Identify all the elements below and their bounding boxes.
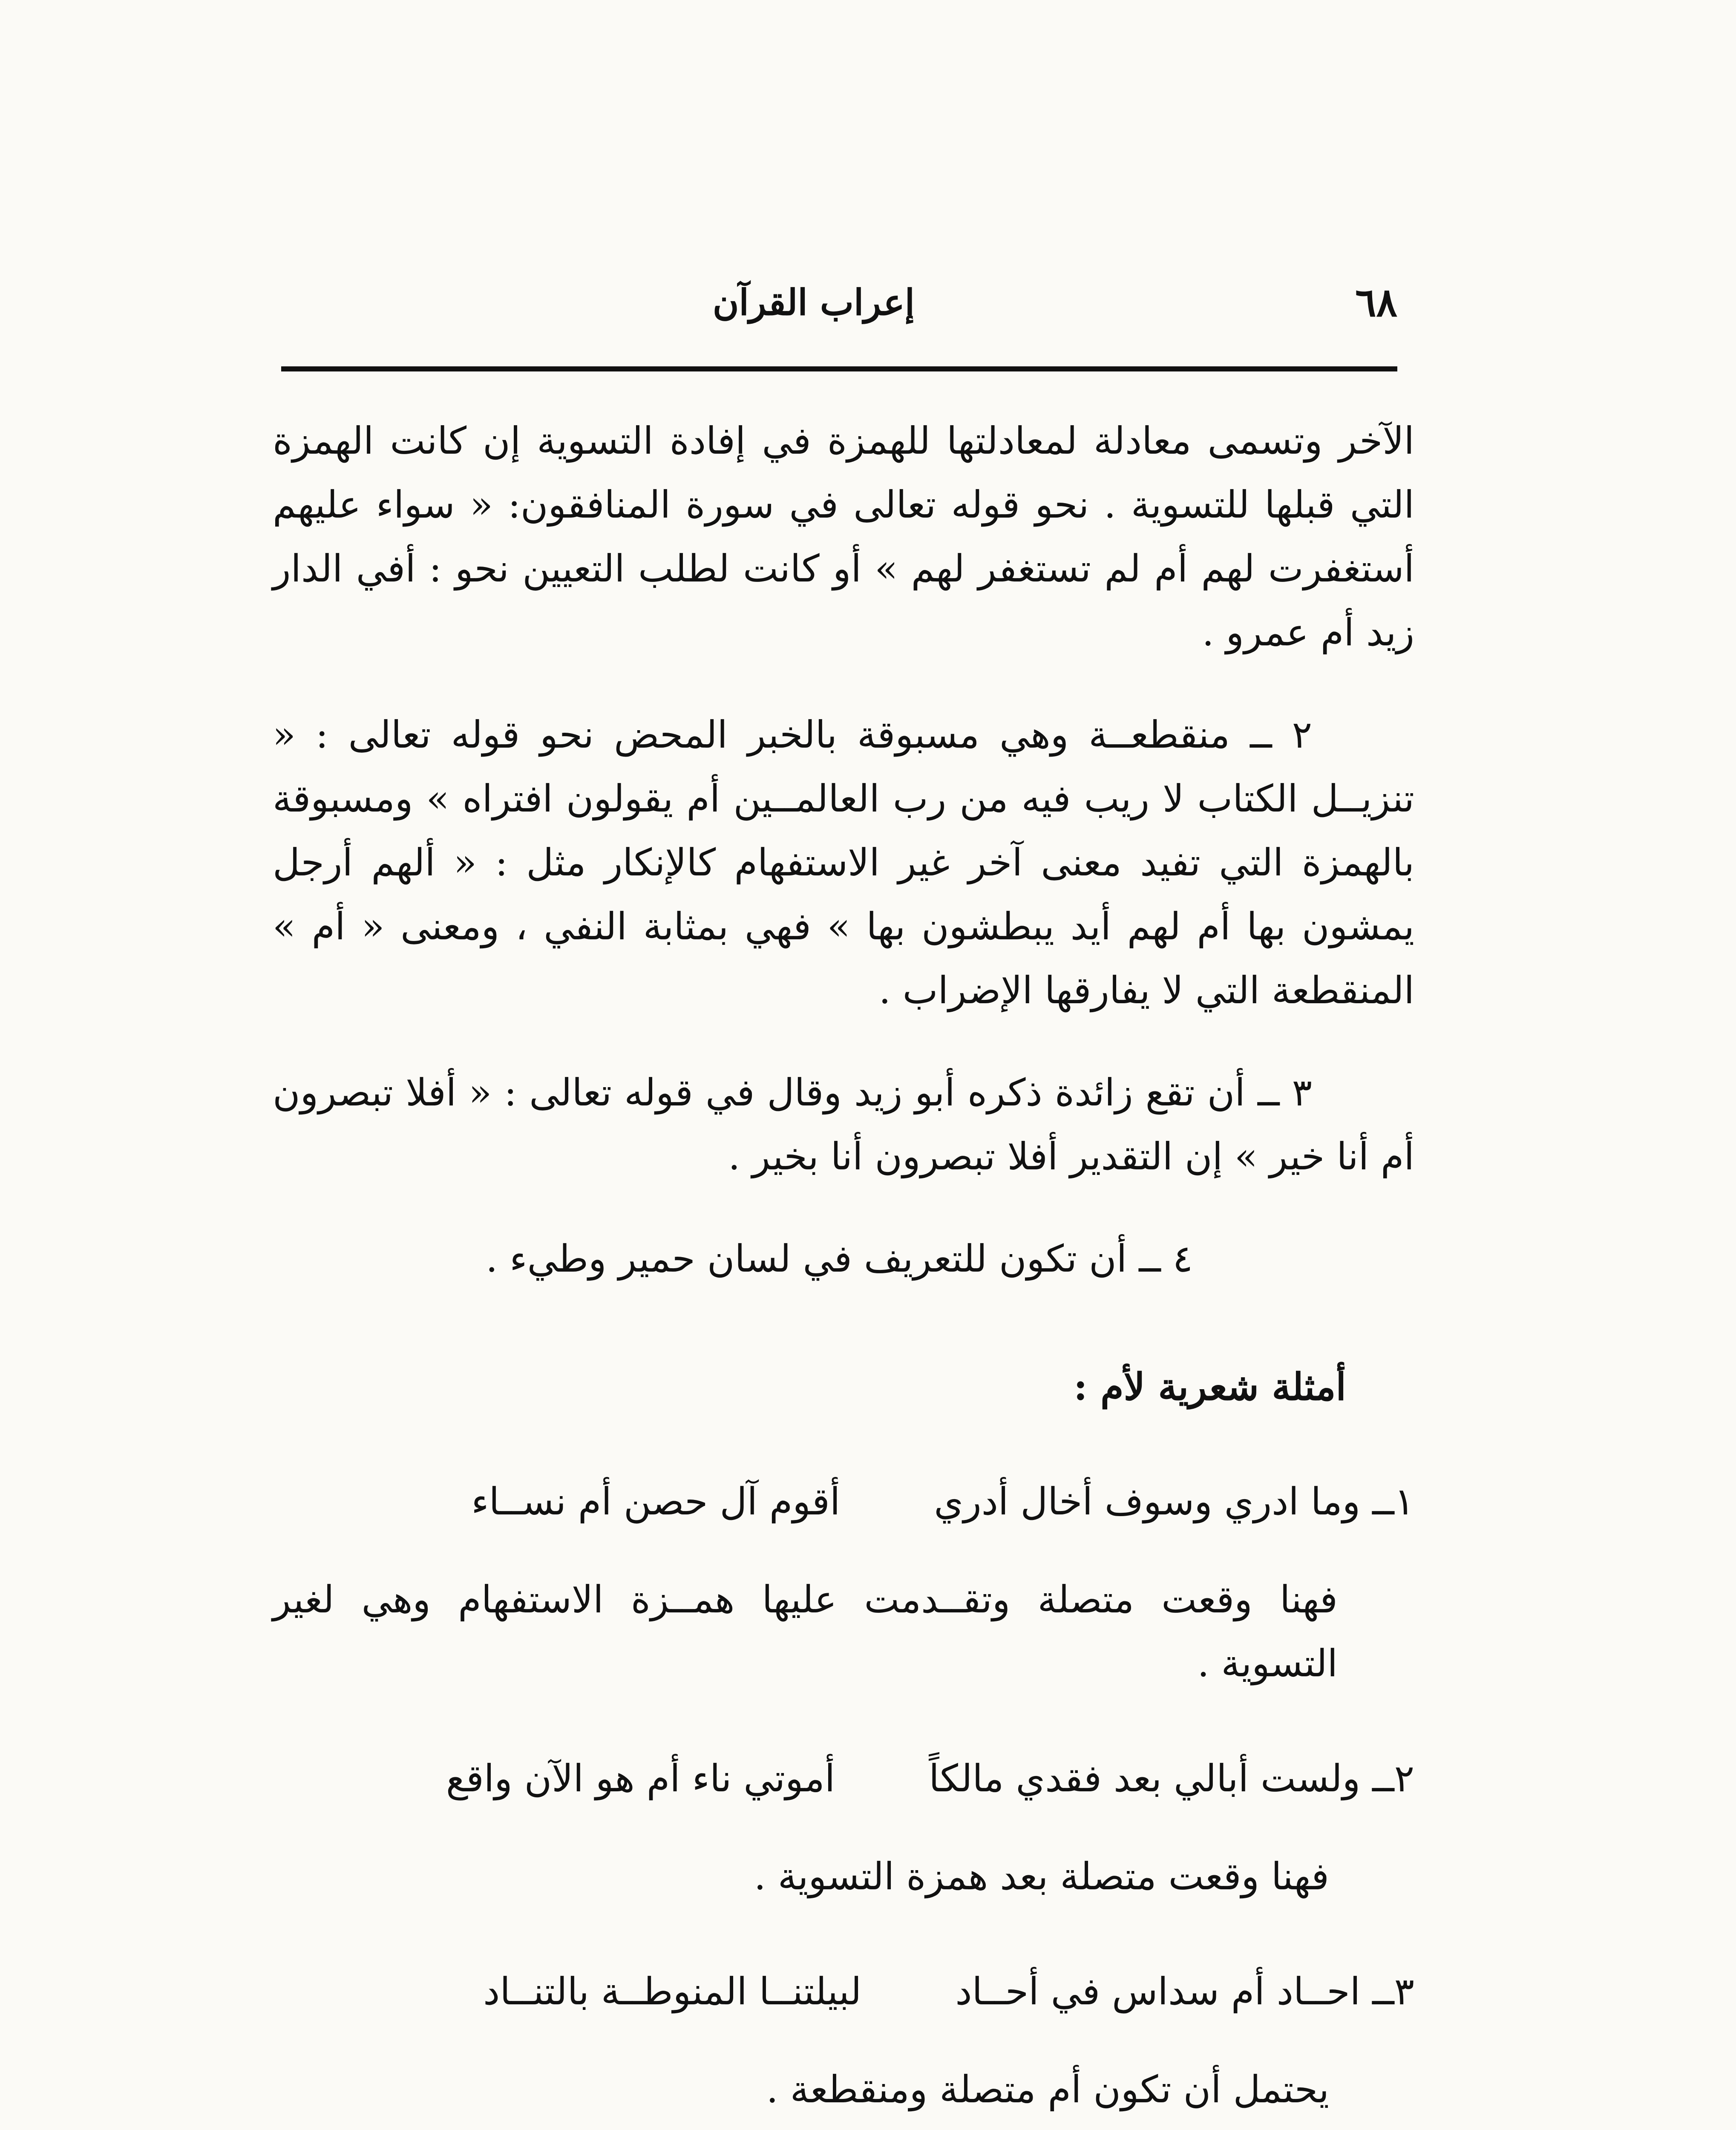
page-header bbox=[281, 273, 1397, 337]
paragraph-item-2: ٢ ــ منقطعــة وهي مسبوقة بالخبر المحض نحو قوله تعالى : « تنزيــل الكتاب لا ريب فيه من رب العالمــين أم يقولون افتراه » ومسبوقة بالهمزة التي تفيد معنى آخر غير الاستفهام كالإنكار مثل : « ألهم أرجل يمشون بها أم لهم أيد يبطشون بها » فهي بمثابة النفي ، ومعنى « أم » المنقطعة التي لا يفارقها الإضراب . bbox=[273, 713, 1415, 1012]
verse-1-comment: فهنا وقعت متصلة وتقــدمت عليها همــزة الاستفهام وهي لغير التسوية . bbox=[273, 1577, 1338, 1685]
verse-1-first-hemistich: ١ــ وما ادري وسوف أخال أدري bbox=[934, 1479, 1414, 1523]
paragraph-continuation: الآخر وتسمى معادلة لمعادلتها للهمزة في إفادة التسوية إن كانت الهمزة التي قبلها للتسوية . نحو قوله تعالى في سورة المنافقون: « سواء عليهم أستغفرت لهم أم لم تستغفر لهم » أو كانت لطلب التعيين نحو : أفي الدار زيد أم عمرو . bbox=[273, 419, 1414, 654]
verse-2-second-hemistich: أموتي ناء أم هو الآن واقع bbox=[446, 1756, 835, 1800]
verse-3-comment: يحتمل أن تكون أم متصلة ومنقطعة . bbox=[766, 2067, 1329, 2111]
header-rule bbox=[281, 366, 1397, 371]
poetry-heading: أمثلة شعرية لأم : bbox=[1074, 1364, 1346, 1409]
verse-3-first-hemistich: ٣ــ احــاد أم سداس في أحــاد bbox=[955, 1969, 1414, 2013]
verse-2-comment: فهنا وقعت متصلة بعد همزة التسوية . bbox=[754, 1854, 1329, 1898]
paragraph-item-4: ٤ ــ أن تكون للتعريف في لسان حمير وطيء . bbox=[486, 1237, 1193, 1281]
verse-1 bbox=[273, 1470, 1414, 1534]
page-body bbox=[273, 409, 1414, 2121]
verse-3-second-hemistich: لبيلتنــا المنوطــة بالتنــاد bbox=[483, 1969, 862, 2013]
verse-3 bbox=[273, 1960, 1414, 2024]
running-title: إعراب القرآن bbox=[712, 281, 915, 323]
page-number: ٦٨ bbox=[1355, 279, 1397, 325]
verse-2 bbox=[273, 1747, 1414, 1810]
verse-1-second-hemistich: أقوم آل حصن أم نســاء bbox=[471, 1479, 841, 1523]
verse-2-first-hemistich: ٢ــ ولست أبالي بعد فقدي مالكاً bbox=[929, 1756, 1414, 1800]
paragraph-item-3: ٣ ــ أن تقع زائدة ذكره أبو زيد وقال في قوله تعالى : « أفلا تبصرون أم أنا خير » إن التقدير أفلا تبصرون أنا بخير . bbox=[273, 1071, 1414, 1178]
